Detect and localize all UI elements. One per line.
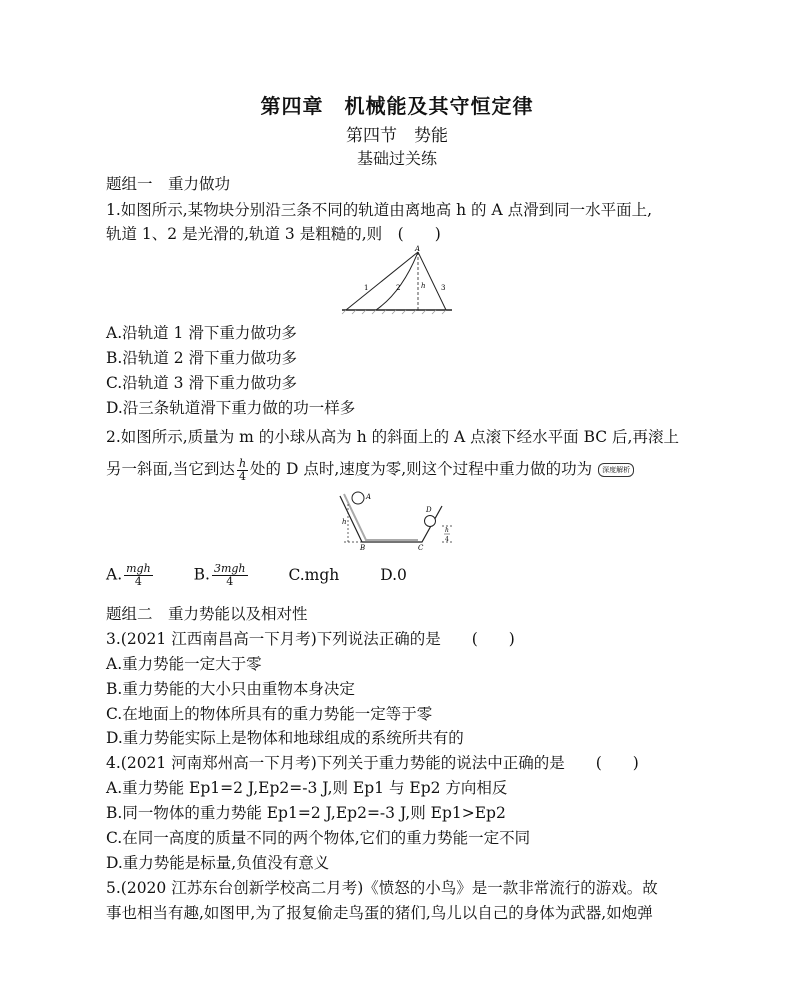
fig2-label-d: D: [426, 506, 432, 514]
practice-title: 基础过关练: [356, 149, 437, 168]
q1-option-d: D.沿三条轨道滑下重力做的功一样多: [106, 399, 356, 417]
q5-line2: 事也相当有趣,如图甲,为了报复偷走鸟蛋的猪们,鸟儿以自己的身体为武器,如炮弹: [106, 904, 653, 922]
q4-stem: 4.(2021 河南郑州高一下月考)下列关于重力势能的说法中正确的是 ( ): [106, 754, 639, 772]
label-2: 2: [396, 284, 401, 292]
q2-line1: 2.如图所示,质量为 m 的小球从高为 h 的斜面上的 A 点滚下经水平面 BC 后,再滚上: [106, 428, 679, 446]
ball-at-a: [352, 492, 364, 504]
q2-line2-start: 另一斜面,当它到达: [106, 460, 235, 478]
h-over-4-fraction: $\frac{h}{4}$: [238, 456, 247, 483]
q5-line1: 5.(2020 江苏东台创新学校高二月考)《愤怒的小鸟》是一款非常流行的游戏。故: [106, 879, 658, 897]
chapter-title: 第四章 机械能及其守恒定律: [260, 94, 534, 118]
q3-option-d: D.重力势能实际上是物体和地球组成的系统所共有的: [106, 729, 464, 747]
q3-option-b: B.重力势能的大小只由重物本身决定: [106, 680, 355, 698]
group2-heading: 题组二 重力势能以及相对性: [106, 605, 308, 623]
ball-at-d: [425, 516, 436, 527]
fig2-label-b: B: [360, 544, 366, 552]
fig2-h4-den: 4: [445, 536, 449, 543]
q1-track-figure: [340, 244, 455, 316]
q1-line1: 1.如图所示,某物块分别沿三条不同的轨道由离地高 h 的 A 点滑到同一水平面上,: [106, 201, 653, 219]
q4-option-d: D.重力势能是标量,负值没有意义: [106, 854, 330, 872]
q2-line2-end: 处的 D 点时,速度为零,则这个过程中重力做的功为: [250, 460, 593, 478]
q3-option-c: C.在地面上的物体所具有的重力势能一定等于零: [106, 705, 433, 723]
fig2-h4-num: h: [445, 527, 449, 534]
label-h: h: [421, 282, 426, 290]
q4-option-c: C.在同一高度的质量不同的两个物体,它们的重力势能一定不同: [106, 829, 531, 847]
track-1: [346, 252, 418, 310]
q3-option-a: A.重力势能一定大于零: [106, 655, 262, 673]
q2-options: [106, 563, 407, 588]
q4-option-a: A.重力势能 Ep1=2 J,Ep2=-3 J,则 Ep1 与 Ep2 方向相反: [106, 779, 508, 797]
deep-analysis-tag: 深度解析: [598, 463, 634, 477]
q1-line2: 轨道 1、2 是光滑的,轨道 3 是粗糙的,则 ( ): [106, 225, 441, 243]
q4-option-b: B.同一物体的重力势能 Ep1=2 J,Ep2=-3 J,则 Ep1>Ep2: [106, 804, 506, 822]
q2-option-b: B. $\frac{\text{3mgh}}{4}$: [193, 562, 246, 588]
q2-incline-figure: [334, 486, 462, 552]
q2-option-d: D.0: [380, 565, 407, 584]
q1-option-c: C.沿轨道 3 滑下重力做功多: [106, 374, 297, 392]
section-title: 第四节 势能: [346, 126, 448, 146]
group1-heading: 题组一 重力做功: [106, 175, 231, 193]
q1-option-a: A.沿轨道 1 滑下重力做功多: [106, 324, 297, 342]
label-1: 1: [364, 284, 369, 292]
fig2-label-h: h: [342, 518, 347, 526]
fig2-label-c: C: [418, 544, 424, 552]
label-3: 3: [441, 284, 446, 292]
q2-option-c: C.mgh: [288, 565, 340, 584]
point-a-label: A: [415, 245, 421, 253]
q3-stem: 3.(2021 江西南昌高一下月考)下列说法正确的是 ( ): [106, 630, 515, 648]
q2-option-a: A. $\frac{\text{mgh}}{4}$: [106, 562, 151, 588]
q1-option-b: B.沿轨道 2 滑下重力做功多: [106, 349, 298, 367]
q2-line2: [106, 457, 634, 483]
fig2-label-a: A: [366, 493, 372, 501]
track-3: [418, 252, 446, 310]
